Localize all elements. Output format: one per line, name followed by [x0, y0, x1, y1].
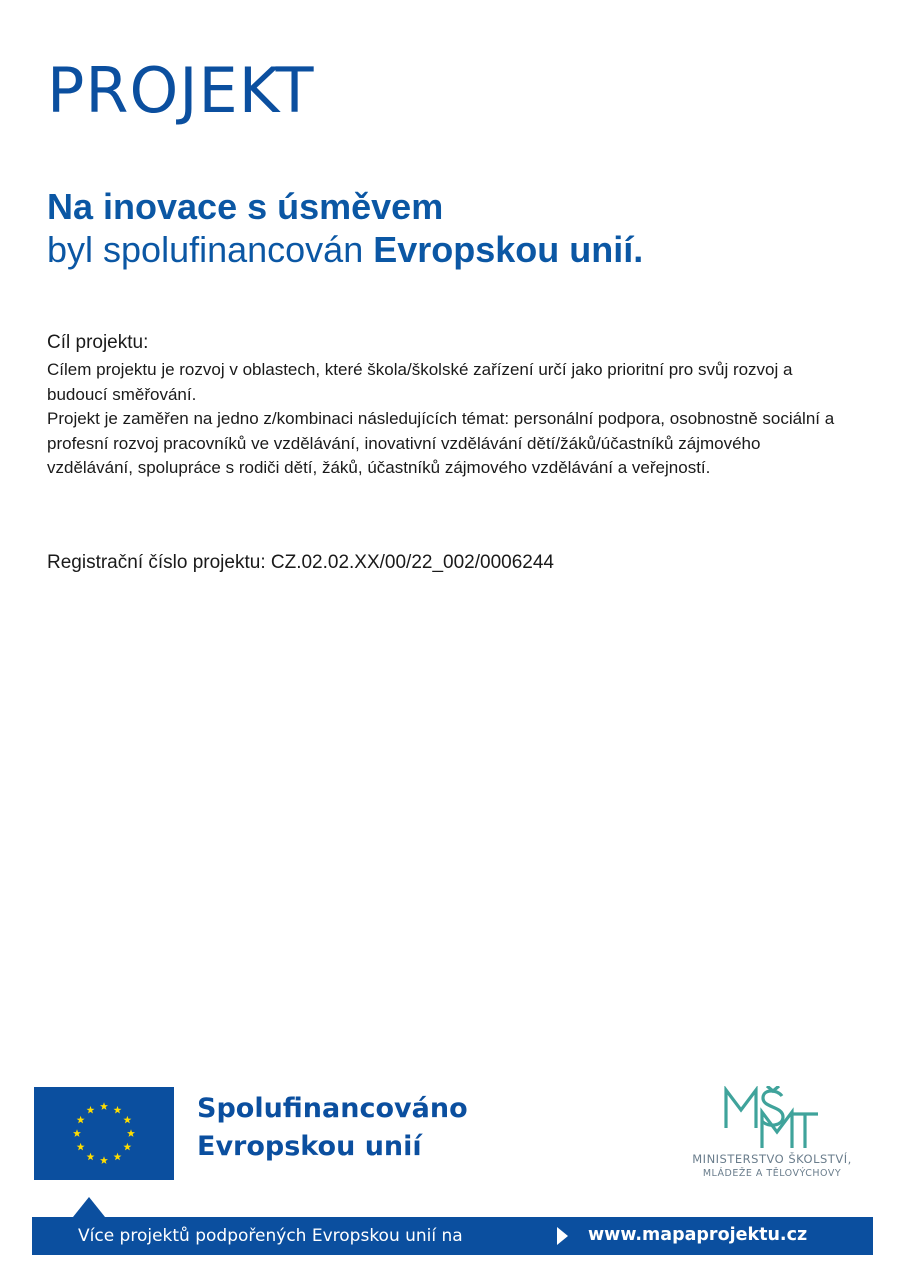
msmt-line1: MINISTERSTVO ŠKOLSTVÍ,: [692, 1152, 852, 1166]
heading: PROJEKT: [47, 54, 315, 127]
goal-paragraph-2: Projekt je zaměřen na jedno z/kombinaci následujících témat: personální podpora, osobnostně sociální a profesní rozvoj pracovníků ve vzdělávání, inovativní vzdělávání dětí/žáků/účastníků zájmového vzdělávání, spolupráce s rodiči dětí, žáků, účastníků zájmového vzdělávání a veřejností.: [47, 409, 835, 477]
goal-text: [47, 358, 847, 481]
eu-flag-icon: [34, 1087, 174, 1180]
arrow-right-icon: [557, 1227, 568, 1245]
cofinanced-bold: Evropskou unií.: [373, 229, 644, 270]
cofinanced-line: [47, 228, 643, 272]
msmt-monogram-icon: [722, 1086, 822, 1148]
footer-bar: [32, 1217, 873, 1255]
goal-label: Cíl projektu:: [47, 332, 149, 353]
msmt-logo: [672, 1086, 872, 1181]
footer-url-link[interactable]: www.mapaprojektu.cz: [588, 1225, 808, 1245]
registration-number: Registrační číslo projektu: CZ.02.02.XX/00/22_002/0006244: [47, 552, 554, 573]
eu-text-line2: Evropskou unií: [197, 1131, 422, 1162]
cofinanced-prefix: byl spolufinancován: [47, 229, 374, 270]
msmt-line2: MLÁDEŽE A TĚLOVÝCHOVY: [702, 1168, 842, 1179]
footer-text: Více projektů podpořených Evropskou unií na: [78, 1226, 463, 1246]
footer-tab: [73, 1197, 105, 1217]
eu-text-line1: Spolufinancováno: [197, 1093, 468, 1124]
project-title: [47, 186, 643, 272]
eu-cofinanced-text: [197, 1090, 468, 1166]
goal-paragraph-1: Cílem projektu je rozvoj v oblastech, které škola/školské zařízení určí jako prioritní pro svůj rozvoj a budoucí směřování.: [47, 360, 793, 404]
project-name: Na inovace s úsměvem: [47, 186, 444, 227]
